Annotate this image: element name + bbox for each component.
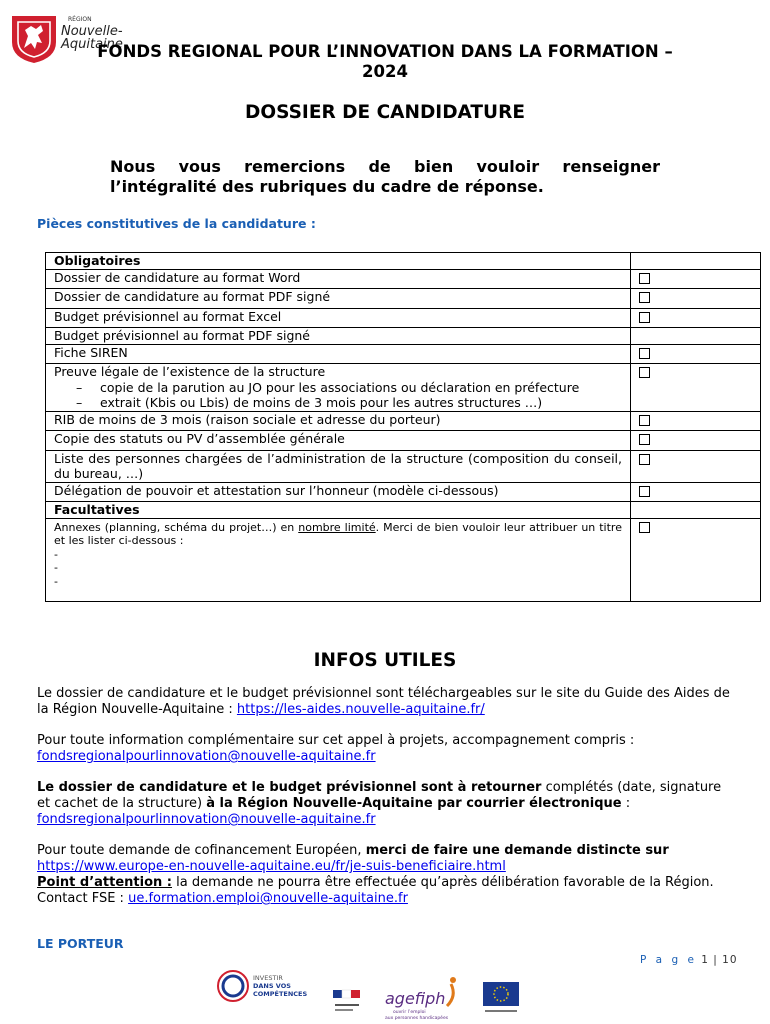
- row-label: Budget prévisionnel au format Excel: [46, 308, 631, 328]
- checkbox[interactable]: [639, 486, 650, 497]
- checkbox[interactable]: [639, 522, 650, 533]
- info-paragraph: Le dossier de candidature et le budget prévisionnel sont téléchargeables sur le site du Guide des Aides de la Région Nouvelle-Aquitaine : https://les-aides.nouvelle-aquitaine.fr/: [37, 686, 730, 717]
- annexes-underlined: nombre limité: [298, 520, 376, 534]
- page-label: P a g e: [640, 954, 697, 966]
- porteur-heading: LE PORTEUR: [37, 936, 124, 951]
- doc-title: DOSSIER DE CANDIDATURE: [245, 102, 525, 123]
- row-label: Budget prévisionnel au format PDF signé: [46, 328, 631, 345]
- table-row: [46, 450, 761, 482]
- europe-link[interactable]: https://www.europe-en-nouvelle-aquitaine.eu/fr/je-suis-beneficiaire.html: [37, 859, 506, 874]
- infos-heading: INFOS UTILES: [313, 650, 457, 671]
- svg-text:DANS VOS: DANS VOS: [253, 982, 291, 990]
- pieces-heading: Pièces constitutives de la candidature :: [37, 216, 316, 231]
- facultatives-header: Facultatives: [46, 502, 631, 519]
- row-label: Fiche SIREN: [46, 344, 631, 364]
- annexe-dash: -: [54, 574, 58, 588]
- return-email-link[interactable]: fondsregionalpourlinnovation@nouvelle-aquitaine.fr: [37, 812, 376, 827]
- checkbox[interactable]: [639, 454, 650, 465]
- list-item: – extrait (Kbis ou Lbis) de moins de 3 mois pour les autres structures …): [76, 395, 622, 411]
- checkbox[interactable]: [639, 273, 650, 284]
- requirements-table: [45, 252, 761, 602]
- page-number: [640, 954, 738, 966]
- aides-link[interactable]: https://les-aides.nouvelle-aquitaine.fr/: [236, 702, 485, 717]
- title-line-2: 2024: [362, 62, 408, 81]
- table-row: [46, 328, 761, 345]
- fse-email-link[interactable]: ue.formation.emploi@nouvelle-aquitaine.fr: [128, 891, 408, 906]
- svg-text:INVESTIR: INVESTIR: [253, 974, 283, 982]
- checkbox[interactable]: [639, 367, 650, 378]
- logo-region-small: RÉGION: [68, 16, 92, 23]
- footer-partner-logos: [215, 966, 525, 1024]
- table-row: [46, 411, 761, 431]
- table-row: [46, 344, 761, 364]
- preuve-list: [54, 380, 622, 411]
- agefiph-logo: [385, 977, 456, 1021]
- info-paragraph: Le dossier de candidature et le budget prévisionnel sont à retourner complétés (date, signature et cachet de la structure) à la Région Nouvelle-Aquitaine par courrier électronique : fondsregionalpourlinnovation@nouvelle-aquitaine.fr: [37, 780, 722, 827]
- svg-text:aux personnes handicapées: aux personnes handicapées: [385, 1016, 449, 1021]
- row-label: RIB de moins de 3 mois (raison sociale et adresse du porteur): [46, 411, 631, 431]
- annexe-dash: -: [54, 547, 58, 561]
- logo-region-name-1: Nouvelle-: [61, 24, 123, 39]
- contact-email-link[interactable]: fondsregionalpourlinnovation@nouvelle-aquitaine.fr: [37, 749, 376, 764]
- page-count: 1 | 10: [701, 954, 738, 966]
- svg-text:agefiph: agefiph: [385, 989, 446, 1008]
- intro-text: Nous vous remercions de bien vouloir renseigner l’intégralité des rubriques du cadre de réponse.: [110, 157, 660, 196]
- table-row: [46, 289, 761, 309]
- title-line-1: FONDS REGIONAL POUR L’INNOVATION DANS LA FORMATION –: [97, 42, 673, 61]
- checkbox[interactable]: [639, 312, 650, 323]
- table-row: [46, 482, 761, 502]
- logo-region-name-2: Aquitaine: [61, 37, 123, 52]
- row-label: Dossier de candidature au format Word: [46, 269, 631, 289]
- table-row: [46, 364, 761, 412]
- svg-text:COMPÉTENCES: COMPÉTENCES: [253, 990, 308, 998]
- checkbox[interactable]: [639, 415, 650, 426]
- info-paragraph: Pour toute demande de cofinancement Européen, merci de faire une demande distincte sur https://www.europe-en-nouvelle-aquitaine.eu/fr/je-suis-beneficiaire.html Point d’attention : la demande ne pourra être effectuée qu’après délibération favorable de la Région. Contact FSE : ue.formation.emploi@nouvelle-aquitaine.fr: [37, 843, 714, 906]
- checkbox[interactable]: [639, 434, 650, 445]
- row-label: Copie des statuts ou PV d’assemblée générale: [46, 431, 631, 451]
- row-label: Délégation de pouvoir et attestation sur l’honneur (modèle ci-dessous): [46, 482, 631, 502]
- obligatoires-header: Obligatoires: [46, 253, 631, 270]
- investir-competences-logo: [218, 971, 307, 1001]
- infos-section: [37, 686, 737, 922]
- annexe-dash: -: [54, 561, 58, 574]
- republique-francaise-logo: [333, 990, 360, 1011]
- eu-flag-logo: [483, 982, 519, 1012]
- checkbox[interactable]: [639, 348, 650, 359]
- annexes-text: Annexes (planning, schéma du projet…) en nombre limité. Merci de bien vouloir leur attribuer un titre et les lister ci-dessous :: [54, 520, 622, 547]
- info-paragraph: Pour toute information complémentaire sur cet appel à projets, accompagnement compris : fondsregionalpourlinnovation@nouvelle-aquitaine.fr: [37, 733, 635, 764]
- attention-label: Point d’attention :: [37, 875, 173, 890]
- row-label: Dossier de candidature au format PDF signé: [46, 289, 631, 309]
- table-row: [46, 308, 761, 328]
- document-header-title: [40, 42, 730, 82]
- preuve-label: Preuve légale de l’existence de la structure: [54, 364, 326, 379]
- list-item: – copie de la parution au JO pour les associations ou déclaration en préfecture: [76, 380, 622, 396]
- table-row: [46, 269, 761, 289]
- checkbox[interactable]: [639, 292, 650, 303]
- row-label: Liste des personnes chargées de l’administration de la structure (composition du conseil, du bureau, …): [46, 450, 631, 482]
- svg-text:ouvrir l’emploi: ouvrir l’emploi: [393, 1010, 426, 1015]
- table-row: [46, 518, 761, 601]
- table-row: [46, 431, 761, 451]
